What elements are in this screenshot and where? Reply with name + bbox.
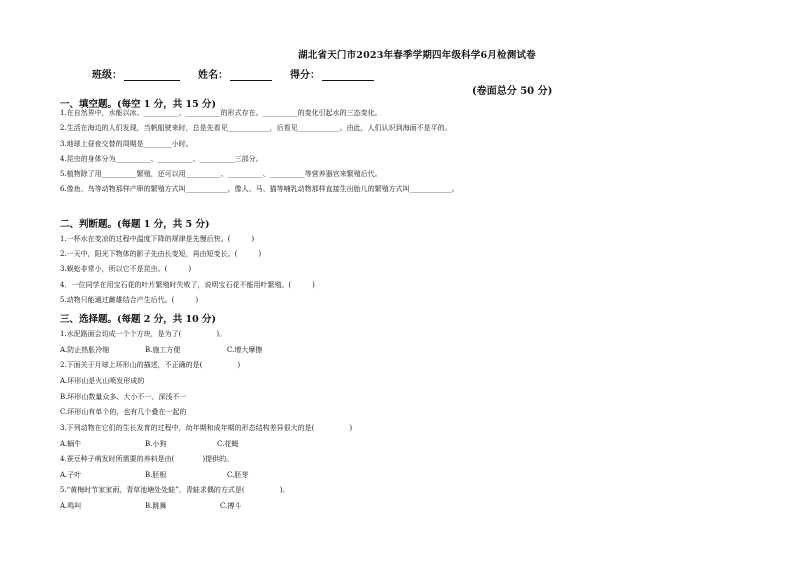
question-item: 1.在自然界中，水能以冰、__________、__________的形式存在。__________的变化引起水的三态变化。 xyxy=(60,109,382,117)
options-row xyxy=(60,470,248,480)
option-a[interactable]: A.蜗牛 xyxy=(60,440,82,448)
question-item: 4．一位同学在用宝石花的叶片繁殖时失败了，说明宝石花不能用叶繁殖。( ) xyxy=(60,281,315,289)
question-item: 2.下面关于月球上环形山的描述，不正确的是( ) xyxy=(60,361,241,369)
options-row xyxy=(60,501,241,511)
option-c[interactable]: C.增大摩擦 xyxy=(227,346,263,354)
option-b[interactable]: B.跳舞 xyxy=(145,502,167,510)
option-b[interactable]: B.小狗 xyxy=(145,440,167,448)
options-row xyxy=(60,345,262,355)
question-item: 1.水泥路面会切成一个个方块，是为了( )。 xyxy=(60,330,227,338)
option-c[interactable]: C.搏斗 xyxy=(220,502,242,510)
options-row xyxy=(60,439,238,449)
question-item: 5.“黄梅时节家家雨，青草池塘处处蛙”，青蛙求偶的方式是( )。 xyxy=(60,486,290,494)
name-blank[interactable] xyxy=(230,69,272,81)
option-c[interactable]: C.花蝇 xyxy=(217,440,239,448)
question-item: 3.蜈蚣非常小，所以它不是昆虫。( ) xyxy=(60,265,192,273)
question-item: 4.蚕豆种子萌发时所需要的养料是由( )提供的。 xyxy=(60,455,234,463)
question-item: 6.像鱼、鸟等动物那样产卵的繁殖方式叫____________，像人、马、猫等哺乳动物那样直接生出胎儿的繁殖方式叫____________。 xyxy=(60,185,459,193)
option-a[interactable]: A.子叶 xyxy=(60,471,82,479)
question-item: 2.一天中，阳光下物体的影子先由长变短，再由短变长。( ) xyxy=(60,250,262,258)
class-label: 班级： xyxy=(92,70,122,81)
section-true-false-heading: 二、判断题。(每题 1 分，共 5 分) xyxy=(60,219,210,230)
section-fill-blank-heading: 一、填空题。(每空 1 分，共 15 分) xyxy=(60,99,217,110)
question-item: 5.植物除了用__________繁殖，还可以用__________、__________、__________等营养器官来繁殖后代。 xyxy=(60,170,382,178)
score-blank[interactable] xyxy=(322,69,374,81)
option-a[interactable]: A.防止热胀冷缩 xyxy=(60,346,110,354)
option-c[interactable]: C.环形山有单个的，也有几个叠在一起的 xyxy=(60,408,187,416)
option-b[interactable]: B.胚根 xyxy=(145,471,167,479)
question-item: 2.生活在海边的人们发现，当帆船驶来时，总是先看见____________，后看见____________。由此，人们认识到海面不是平的。 xyxy=(60,124,452,132)
question-item: 1.一杯水在变凉的过程中温度下降的规律是先慢后快。( ) xyxy=(60,235,255,243)
section-choice-heading: 三、选择题。(每题 2 分，共 10 分) xyxy=(60,314,217,325)
total-score: (卷面总分 50 分) xyxy=(472,86,553,97)
name-label: 姓名： xyxy=(198,70,228,81)
option-a[interactable]: A.环形山是火山喷发形成的 xyxy=(60,377,145,385)
question-item: 5.动物只能通过雌雄结合产生后代。( ) xyxy=(60,296,199,304)
student-info-row xyxy=(92,66,392,81)
option-b[interactable]: B.施工方便 xyxy=(145,346,181,354)
option-c[interactable]: C.胚芽 xyxy=(227,471,249,479)
class-blank[interactable] xyxy=(124,69,180,81)
question-item: 3.下列动物在它们的生长发育的过程中，幼年期和成年期的形态结构差异很大的是( ) xyxy=(60,424,353,432)
page-title: 湖北省天门市2023年春季学期四年级科学6月检测试卷 xyxy=(298,50,536,61)
question-item: 3.地球上昼夜交替的周期是________小时。 xyxy=(60,140,193,148)
option-b[interactable]: B.环形山数量众多、大小不一、深浅不一 xyxy=(60,393,187,401)
score-label: 得分： xyxy=(290,70,320,81)
question-item: 4.昆虫的身体分为__________、__________、__________三部分。 xyxy=(60,155,263,163)
option-a[interactable]: A.鸣叫 xyxy=(60,502,82,510)
